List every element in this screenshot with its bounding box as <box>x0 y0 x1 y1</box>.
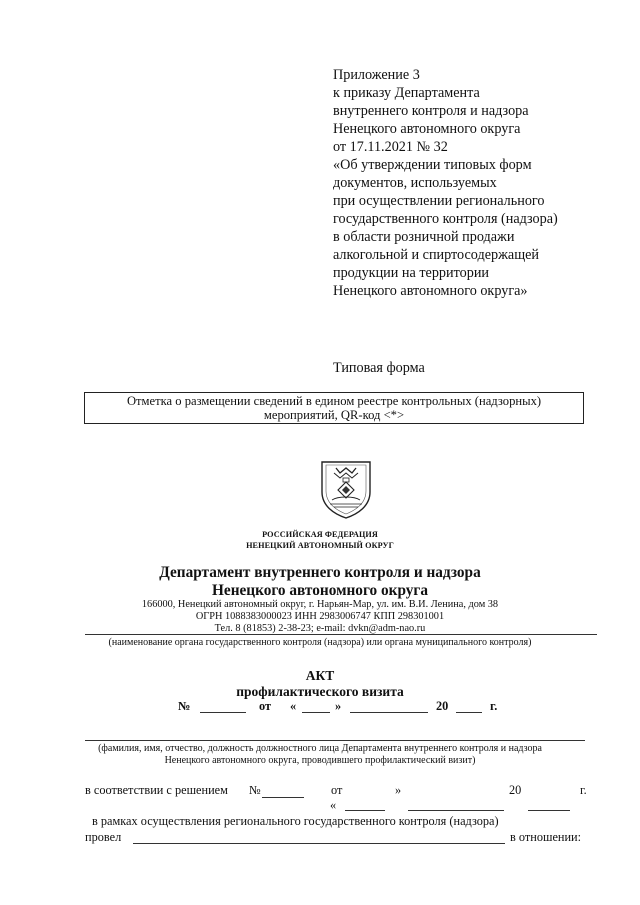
act-number-sign: № <box>178 699 191 713</box>
decision-quote-close: » <box>395 783 402 797</box>
appendix-line: государственного контроля (надзора) <box>333 211 558 227</box>
appendix-line: алкогольной и спиртосодержащей <box>333 247 540 263</box>
department-contacts: Тел. 8 (81853) 2-38-23; e-mail: dvkn@adm-nao.ru <box>214 623 426 634</box>
performed-label: провел <box>85 830 122 844</box>
department-title-line-2: Ненецкого автономного округа <box>212 582 428 599</box>
appendix-line: к приказу Департамента <box>333 85 480 101</box>
appendix-line: Приложение 3 <box>333 67 420 83</box>
official-name-field[interactable] <box>85 740 585 741</box>
appendix-line: Ненецкого автономного округа» <box>333 283 528 299</box>
department-title-line-1: Департамент внутреннего контроля и надзора <box>159 564 481 581</box>
act-year-field[interactable] <box>456 712 482 713</box>
decision-number-sign: № <box>249 783 261 797</box>
department-ogrn: ОГРН 1088383000023 ИНН 2983006747 КПП 298301001 <box>195 611 445 622</box>
act-day-field[interactable] <box>302 712 330 713</box>
notice-line-2: мероприятий, QR-код <*> <box>263 408 405 422</box>
decision-month-field[interactable] <box>408 810 504 811</box>
official-caption-line-2: Ненецкого автономного округа, проводившего профилактический визит) <box>164 755 476 766</box>
framework-line: в рамках осуществления регионального государственного контроля (надзора) <box>92 814 499 828</box>
act-title: АКТ <box>305 668 335 683</box>
appendix-line: Ненецкого автономного округа <box>333 121 521 137</box>
notice-line-1: Отметка о размещении сведений в едином реестре контрольных (надзорных) <box>126 394 542 408</box>
appendix-block <box>333 66 623 300</box>
decision-quote-open: « <box>330 798 337 812</box>
act-quote-open: « <box>290 699 297 713</box>
decision-number-field[interactable] <box>262 797 304 798</box>
country-label: РОССИЙСКАЯ ФЕДЕРАЦИЯ <box>262 530 378 539</box>
coat-of-arms-emblem <box>316 456 376 520</box>
act-from-label: от <box>259 699 272 713</box>
decision-day-field[interactable] <box>345 810 385 811</box>
appendix-line: документов, используемых <box>333 175 497 191</box>
act-year-prefix: 20 <box>436 699 449 713</box>
official-caption-line-1: (фамилия, имя, отчество, должность должностного лица Департамента внутреннего контроля и надзора <box>98 743 542 754</box>
department-address: 166000, Ненецкий автономный округ, г. Нарьян-Мар, ул. им. В.И. Ленина, дом 38 <box>141 599 499 610</box>
performed-field[interactable] <box>133 843 505 844</box>
appendix-line: при осуществлении регионального <box>333 193 545 209</box>
act-year-suffix: г. <box>490 699 498 713</box>
act-quote-close: » <box>335 699 342 713</box>
decision-prefix: в соответствии с решением <box>85 783 228 797</box>
header-underline <box>85 634 597 635</box>
act-number-field[interactable] <box>200 712 246 713</box>
act-subtitle: профилактического визита <box>236 684 404 699</box>
registry-notice-box <box>84 392 584 424</box>
decision-from-label: от <box>331 783 343 797</box>
appendix-line: в области розничной продажи <box>333 229 515 245</box>
regarding-label: в отношении: <box>510 830 582 844</box>
region-label: НЕНЕЦКИЙ АВТОНОМНЫЙ ОКРУГ <box>246 541 394 550</box>
form-type-label: Типовая форма <box>333 360 425 376</box>
appendix-line: продукции на территории <box>333 265 489 281</box>
decision-year-prefix: 20 <box>509 783 522 797</box>
act-month-field[interactable] <box>350 712 428 713</box>
appendix-line: внутреннего контроля и надзора <box>333 103 529 119</box>
organ-name-caption: (наименование органа государственного контроля (надзора) или органа муниципального контроля) <box>108 637 532 648</box>
appendix-line: от 17.11.2021 № 32 <box>333 139 448 155</box>
appendix-line: «Об утверждении типовых форм <box>333 157 532 173</box>
decision-year-field[interactable] <box>528 810 570 811</box>
decision-year-suffix: г. <box>580 783 587 797</box>
